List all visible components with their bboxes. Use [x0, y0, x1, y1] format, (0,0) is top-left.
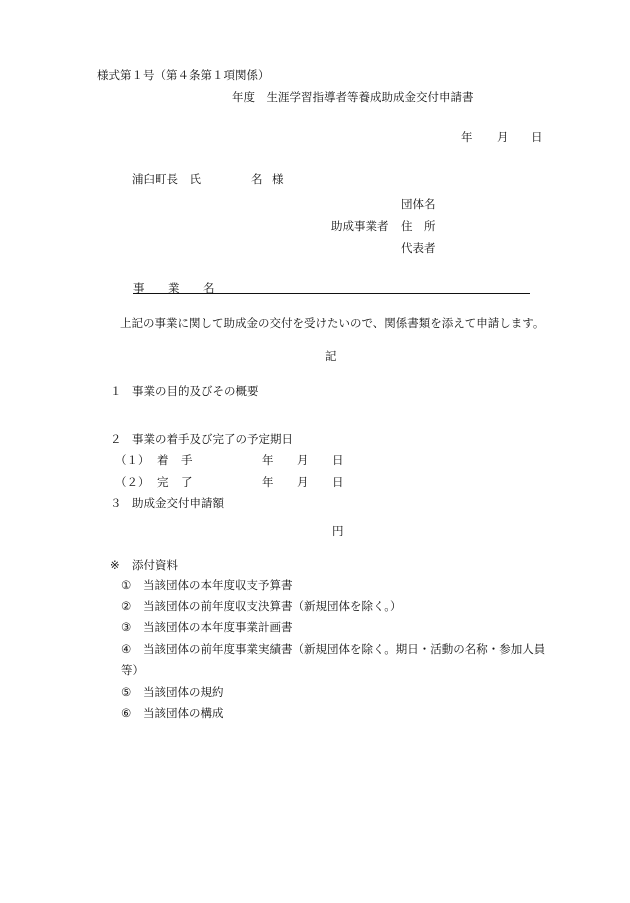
- section2-label: 事業の着手及び完了の予定期日: [132, 432, 293, 446]
- attachment-2-text: 当該団体の前年度収支決算書（新規団体を除く。）: [143, 599, 402, 613]
- section3-number: ３: [110, 496, 122, 510]
- attachments-label: 添付資料: [132, 558, 178, 572]
- applicant-role-label: 助成事業者: [331, 219, 389, 233]
- applicant-rep-label: 代表者: [401, 241, 436, 255]
- schedule-end-b: 了: [181, 475, 193, 489]
- date-year: 年: [461, 130, 473, 144]
- attachment-3-text: 当該団体の本年度事業計画書: [143, 620, 293, 634]
- date-month: 月: [497, 130, 509, 144]
- applicant-address-label: 住 所: [401, 219, 436, 233]
- addressee-name-char: 名: [251, 172, 263, 186]
- schedule-start-month: 月: [297, 453, 309, 467]
- project-name-label-3: 名: [203, 281, 215, 295]
- attachment-3-number: ③: [121, 620, 132, 634]
- attachment-4-number: ④: [121, 642, 132, 656]
- amount-unit: 円: [332, 524, 344, 538]
- schedule-end-a: 完: [157, 475, 169, 489]
- addressee-honorific: 様: [272, 172, 284, 186]
- attachment-4-text: 当該団体の前年度事業実績書（新規団体を除く。期日・活動の名称・参加人員: [143, 642, 546, 656]
- attachment-6-number: ⑥: [121, 706, 132, 720]
- project-name-underline: [133, 293, 530, 294]
- date-day: 日: [531, 130, 543, 144]
- applicant-group-label: 団体名: [401, 197, 436, 211]
- schedule-end-month: 月: [297, 475, 309, 489]
- schedule-start-day: 日: [332, 453, 344, 467]
- attachment-5-number: ⑤: [121, 685, 132, 699]
- attachment-4-continuation: 等）: [121, 663, 144, 677]
- attachment-1-number: ①: [121, 578, 132, 592]
- schedule-end-year: 年: [262, 475, 274, 489]
- attachments-mark: ※: [110, 558, 120, 572]
- section1-number: １: [110, 384, 122, 398]
- attachment-5-text: 当該団体の規約: [143, 685, 224, 699]
- attachment-6-text: 当該団体の構成: [143, 706, 224, 720]
- schedule-end-day: 日: [332, 475, 344, 489]
- schedule-start-year: 年: [262, 453, 274, 467]
- ki-mark: 記: [325, 349, 337, 363]
- attachment-2-number: ②: [121, 599, 132, 613]
- schedule-start-b: 手: [181, 453, 193, 467]
- schedule-end-number: （２）: [115, 475, 150, 489]
- section3-label: 助成金交付申請額: [132, 496, 224, 510]
- schedule-start-number: （１）: [115, 453, 150, 467]
- project-name-label-2: 業: [168, 281, 180, 295]
- document-title: 年度 生涯学習指導者等養成助成金交付申請書: [232, 90, 474, 104]
- schedule-start-a: 着: [157, 453, 169, 467]
- project-name-label-1: 事: [133, 281, 145, 295]
- section1-label: 事業の目的及びその概要: [132, 384, 259, 398]
- addressee-prefix: 浦臼町長 氏: [132, 172, 201, 186]
- section2-number: ２: [110, 432, 122, 446]
- form-number: 様式第１号（第４条第１項関係）: [97, 68, 270, 82]
- attachment-1-text: 当該団体の本年度収支予算書: [143, 578, 293, 592]
- request-text: 上記の事業に関して助成金の交付を受けたいので、関係書類を添えて申請します。: [120, 316, 545, 330]
